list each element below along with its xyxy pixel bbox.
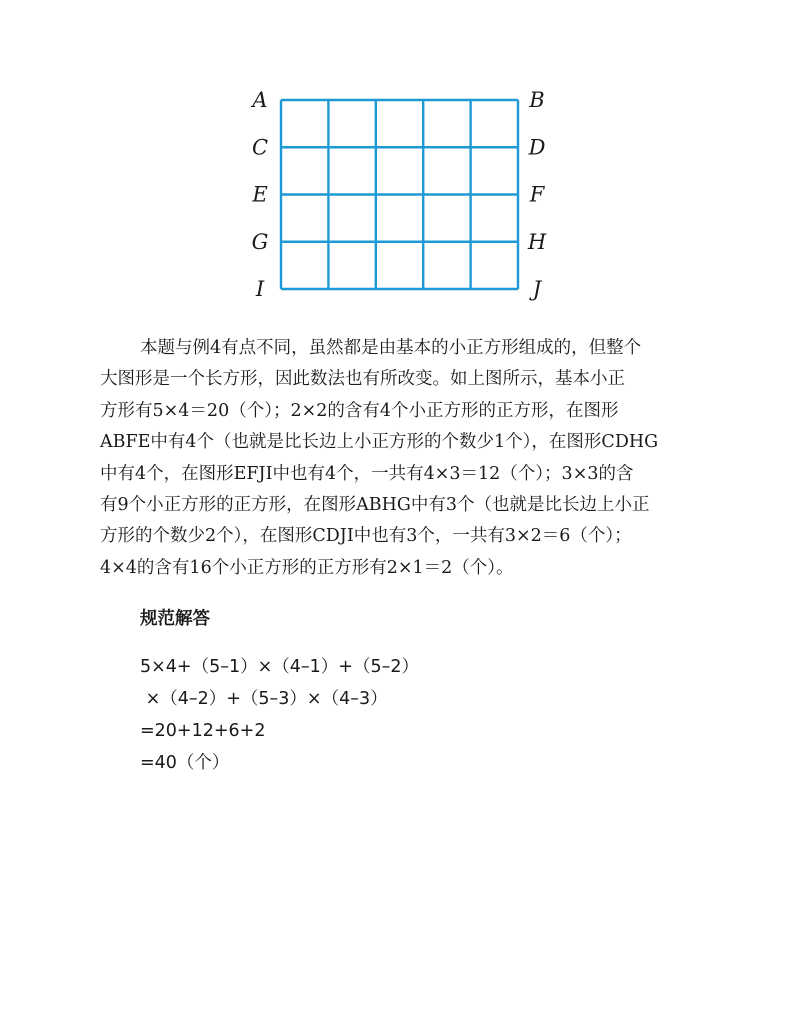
analysis-line: 方形有5×4＝20（个）；2×2的含有4个小正方形的正方形，在图形 xyxy=(100,400,619,421)
analysis-line: ABFE中有4个（也就是比长边上小正方形的个数少1个），在图形CDHG xyxy=(100,432,659,453)
grid-figure xyxy=(250,90,550,305)
point-label-a: A xyxy=(252,90,268,112)
analysis-line: 本题与例4有点不同，虽然都是由基本的小正方形组成的，但整个 xyxy=(140,338,642,358)
analysis-line: 4×4的含有16个小正方形的正方形有2×1＝2（个）。 xyxy=(100,557,514,578)
grid-lines xyxy=(281,100,518,289)
analysis-line: 有9个小正方形的正方形，在图形ABHG中有3个（也就是比长边上小正 xyxy=(100,495,650,516)
point-label-f: F xyxy=(529,182,545,207)
analysis-paragraph xyxy=(100,333,700,584)
answer-heading: 规范解答 xyxy=(140,609,210,629)
solution-step: 5×4+（5–1）×（4–1）+（5–2） xyxy=(140,657,419,677)
solution-step: ×（4–2）+（5–3）×（4–3） xyxy=(140,689,388,709)
point-label-c: C xyxy=(251,135,269,160)
left-point-labels xyxy=(250,90,268,301)
analysis-line: 方形的个数少2个），在图形CDJI中也有3个，一共有3×2＝6（个）； xyxy=(100,526,632,547)
point-label-e: E xyxy=(252,182,268,207)
analysis-line: 中有4个，在图形EFJI中也有4个，一共有4×3＝12（个）；3×3的含 xyxy=(100,463,634,484)
point-label-h: H xyxy=(527,229,547,254)
solution-steps xyxy=(140,651,419,779)
right-point-labels xyxy=(527,90,547,301)
grid-svg xyxy=(250,90,550,305)
solution-step: =40（个） xyxy=(140,753,230,773)
analysis-line: 大图形是一个长方形，因此数法也有所改变。如上图所示，基本小正 xyxy=(100,369,625,390)
point-label-i: I xyxy=(255,277,265,301)
point-label-b: B xyxy=(529,90,545,112)
point-label-j: J xyxy=(532,277,542,301)
point-label-g: G xyxy=(251,229,269,254)
solution-step: =20+12+6+2 xyxy=(140,721,266,741)
point-label-d: D xyxy=(528,135,546,160)
